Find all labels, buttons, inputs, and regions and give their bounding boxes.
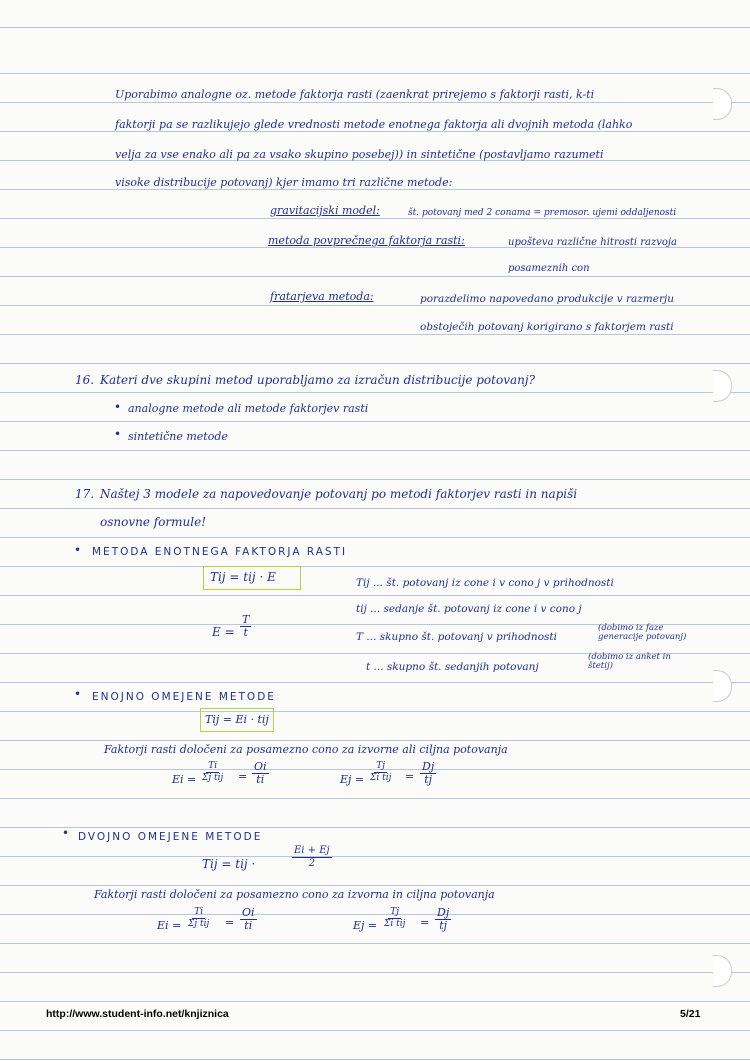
answer-item: sintetične metode: [128, 430, 228, 443]
explanation: Faktorji rasti določeni za posamezno cono za izvorne ali ciljna potovanja: [104, 743, 508, 756]
bullet-dot: •: [114, 427, 122, 441]
denominator: Σj tij: [202, 773, 224, 783]
bullet-dot: •: [62, 826, 70, 840]
denominator: tj: [424, 773, 433, 786]
note: (dobimo iz faze generacije potovanj): [598, 623, 687, 642]
denominator: Σj tij: [188, 919, 210, 929]
denominator: Σi tij: [370, 773, 392, 783]
definition: T ... skupno št. potovanj v prihodnosti: [356, 631, 557, 643]
denominator: tj: [439, 919, 448, 932]
numerator: Ei + Ej: [294, 845, 330, 856]
formula-lhs: Ej =: [340, 773, 365, 786]
footer-url-link[interactable]: http://www.student-info.net/knjiznica: [46, 1008, 229, 1020]
numerator: Ti: [194, 907, 204, 917]
definition: Tij ... št. potovanj iz cone i v cono j v prihodnosti: [356, 577, 614, 589]
fraction: [240, 614, 251, 639]
fraction: [435, 907, 451, 932]
equals-sign: =: [225, 916, 235, 929]
method-description: porazdelimo napovedano produkcije v razmerju: [420, 293, 674, 305]
formula-lhs: E =: [212, 625, 235, 639]
method-description: posameznih con: [508, 263, 590, 274]
method-description: št. potovanj med 2 conama = premosor. ujemi oddaljenosti: [408, 208, 677, 218]
formula: Tij = tij · E: [210, 570, 276, 584]
paragraph-line: Uporabimo analogne oz. metode faktorja rasti (zaenkrat prirejemo s faktorji rasti, k-ti: [115, 88, 595, 101]
numerator: T: [242, 613, 250, 626]
method-name: fratarjeva metoda:: [270, 290, 374, 303]
equals-sign: =: [405, 770, 415, 783]
formula-lhs: Ei =: [157, 919, 182, 932]
paragraph-line: visoke distribucije potovanj) kjer imamo tri različne metode:: [115, 176, 453, 189]
question-number: 17.: [75, 487, 95, 501]
question-text: Naštej 3 modele za napovedovanje potovanj po metodi faktorjev rasti in napiši: [100, 487, 578, 501]
numerator: Dj: [437, 906, 450, 919]
section-title: DVOJNO OMEJENE METODE: [78, 831, 263, 843]
fraction: [420, 761, 436, 786]
definition: t ... skupno št. sedanjih potovanj: [366, 661, 539, 673]
numerator: Ti: [208, 761, 218, 771]
note: (dobimo iz anket in štetij): [588, 652, 671, 671]
denominator: t: [243, 626, 248, 639]
fraction: [200, 761, 225, 784]
fraction: [240, 907, 257, 932]
fraction: [368, 761, 393, 784]
denominator: ti: [244, 919, 253, 932]
fraction: [382, 907, 407, 930]
numerator: Tj: [376, 761, 386, 771]
numerator: Oi: [254, 760, 267, 773]
numerator: Tj: [390, 907, 400, 917]
bullet-dot: •: [114, 400, 122, 414]
section-title: ENOJNO OMEJENE METODE: [92, 691, 276, 703]
equals-sign: =: [420, 916, 430, 929]
fraction: [186, 907, 211, 930]
question-text: osnovne formule!: [100, 515, 207, 529]
punch-hole: [713, 670, 732, 702]
method-description: upošteva različne hitrosti razvoja: [508, 237, 677, 248]
formula-lhs: Ej =: [353, 919, 378, 932]
denominator: Σi tij: [384, 919, 406, 929]
question-number: 16.: [75, 373, 95, 387]
question-text: Kateri dve skupini metod uporabljamo za izračun distribucije potovanj?: [100, 373, 536, 387]
definition: tij ... sedanje št. potovanj iz cone i v cono j: [356, 603, 582, 615]
paragraph-line: velja za vse enako ali pa za vsako skupino posebej)) in sintetične (postavljamo razumeti: [115, 148, 604, 161]
formula-lhs: Ei =: [172, 773, 197, 786]
fraction: [292, 845, 332, 870]
bullet-dot: •: [74, 543, 82, 557]
punch-hole: [713, 955, 732, 987]
paragraph-line: faktorji pa se razlikujejo glede vrednosti metode enotnega faktorja ali dvojnih metoda (lahko: [115, 118, 633, 131]
page-number: 5/21: [680, 1008, 701, 1020]
method-name: gravitacijski model:: [270, 204, 380, 217]
explanation: Faktorji rasti določeni za posamezno cono za izvorna in ciljna potovanja: [94, 888, 495, 901]
formula-lhs: Tij = tij ·: [202, 857, 256, 871]
denominator: 2: [308, 858, 315, 869]
section-title: METODA ENOTNEGA FAKTORJA RASTI: [92, 546, 348, 558]
denominator: ti: [256, 773, 265, 786]
punch-hole: [713, 370, 732, 402]
numerator: Dj: [422, 760, 435, 773]
fraction: [252, 761, 269, 786]
numerator: Oi: [242, 906, 255, 919]
formula: Tij = Ei · tij: [205, 713, 269, 726]
method-name: metoda povprečnega faktorja rasti:: [268, 234, 465, 247]
answer-item: analogne metode ali metode faktorjev rasti: [128, 402, 369, 415]
punch-hole: [713, 88, 732, 120]
equals-sign: =: [238, 770, 248, 783]
bullet-dot: •: [74, 687, 82, 701]
method-description: obstoječih potovanj korigirano s faktorjem rasti: [420, 321, 674, 333]
